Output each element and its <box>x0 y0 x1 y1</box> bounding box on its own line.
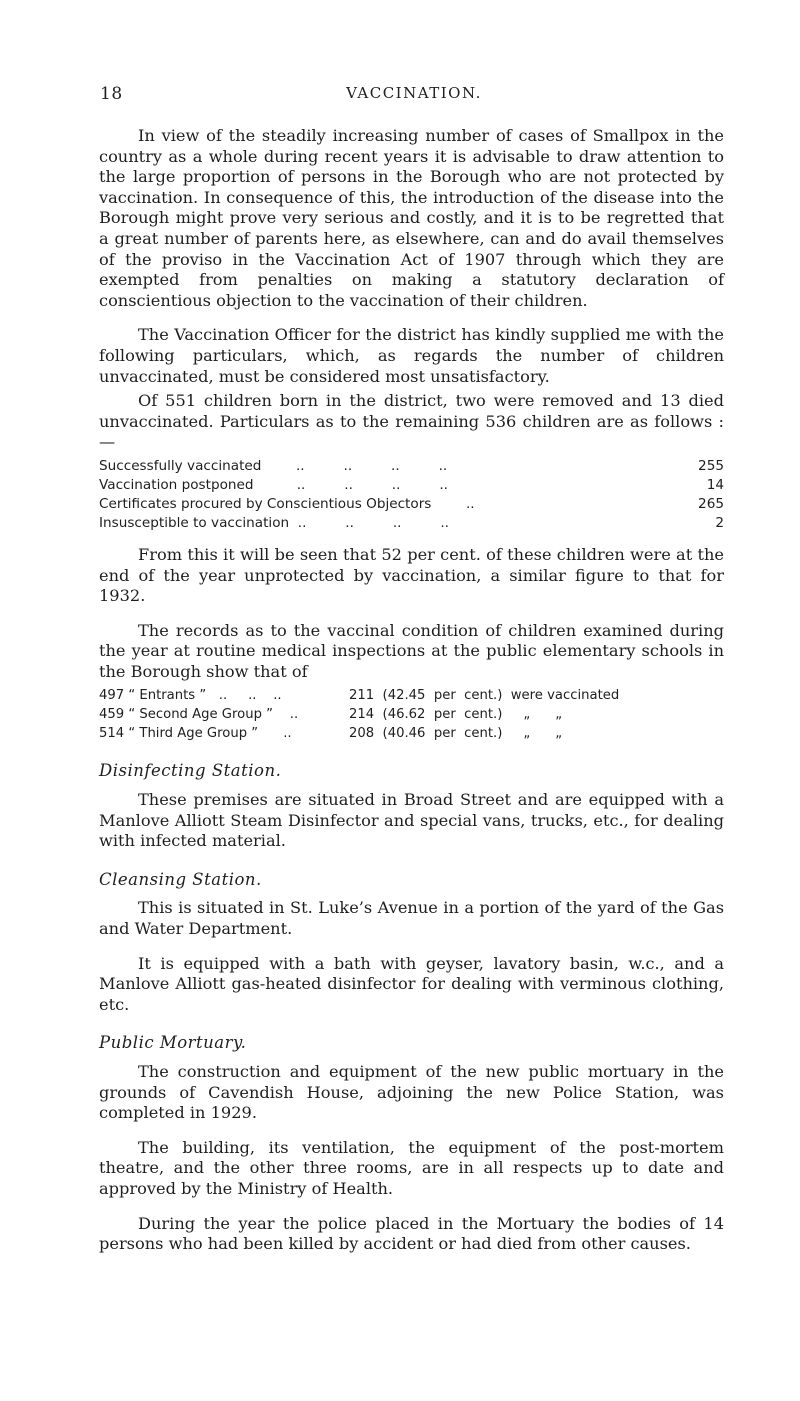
status-label: Vaccination postponed .. .. .. .. <box>99 476 448 493</box>
page-header <box>0 84 800 110</box>
school-inspection-table <box>99 686 724 743</box>
table-row <box>99 495 724 514</box>
school-stat: 214 (46.62 per cent.) „ „ <box>349 707 563 723</box>
paragraph-mortuary-3: During the year the police placed in the Mortuary the bodies of 14 persons who had been killed by accident or had died from other causes. <box>99 1213 724 1254</box>
paragraph-mortuary-1: The construction and equipment of the new public mortuary in the grounds of Cavendish House, adjoining the new Police Station, was completed in 1929. <box>99 1062 724 1123</box>
paragraph-mortuary-2: The building, its ventilation, the equipment of the post-mortem theatre, and the other three rooms, are in all respects up to date and approved by the Ministry of Health. <box>99 1137 724 1198</box>
status-label: Successfully vaccinated .. .. .. .. <box>99 457 448 474</box>
school-stat: 208 (40.46 per cent.) „ „ <box>349 726 563 742</box>
paragraph-smallpox: In view of the steadily increasing number of cases of Smallpox in the country as a whole during recent years it is advisable to draw attention to the large proportion of persons in the Borough who are not protected by vaccination. In consequence of this, the introduction of the disease into the Borough might prove very serious and costly, and it is to be regretted that a great number of parents here, as elsewhere, can and do avail themselves of the proviso in the Vaccination Act of 1907 through which they are exempted from penalties on making a statutory declaration of conscientious objection to the vaccination of their children. <box>99 126 724 310</box>
table-row <box>99 686 724 705</box>
school-stat: 211 (42.45 per cent.) were vaccinated <box>349 688 620 704</box>
running-title: VACCINATION. <box>346 84 482 102</box>
school-group: 459 “ Second Age Group ” .. <box>99 707 299 723</box>
paragraph-cleansing-1: This is situated in St. Luke’s Avenue in a portion of the yard of the Gas and Water Department. <box>99 898 724 939</box>
school-group: 514 “ Third Age Group ” .. <box>99 726 292 742</box>
status-value: 265 <box>698 495 724 512</box>
school-group: 497 “ Entrants ” .. .. .. <box>99 688 282 704</box>
heading-disinfecting-station: Disinfecting Station. <box>99 761 282 781</box>
paragraph-births: Of 551 children born in the district, two were removed and 13 died unvaccinated. Particulars as to the remaining 536 children are as follows : — <box>99 391 724 452</box>
paragraph-disinfecting: These premises are situated in Broad Street and are equipped with a Manlove Alliott Steam Disinfector and special vans, trucks, etc., for dealing with infected material. <box>99 790 724 851</box>
status-label: Certificates procured by Conscientious Objectors .. <box>99 495 475 512</box>
vaccination-status-table <box>99 457 724 533</box>
heading-cleansing-station: Cleansing Station. <box>99 869 262 889</box>
document-body <box>99 126 724 1269</box>
table-row <box>99 724 724 743</box>
table-row <box>99 476 724 495</box>
paragraph-percentage: From this it will be seen that 52 per cent. of these children were at the end of the year unprotected by vaccination, a similar figure to that for 1932. <box>99 544 724 606</box>
table-row <box>99 705 724 724</box>
status-value: 14 <box>706 476 724 493</box>
heading-public-mortuary: Public Mortuary. <box>99 1033 247 1053</box>
page-number: 18 <box>100 84 123 104</box>
table-row <box>99 457 724 476</box>
status-label: Insusceptible to vaccination .. .. .. .. <box>99 514 449 531</box>
paragraph-officer: The Vaccination Officer for the district has kindly supplied me with the following particulars, which, as regards the number of children unvaccinated, must be considered most unsatisfactory. <box>99 325 724 386</box>
table-row <box>99 514 724 533</box>
status-value: 2 <box>715 514 724 531</box>
status-value: 255 <box>698 457 724 474</box>
paragraph-cleansing-2: It is equipped with a bath with geyser, lavatory basin, w.c., and a Manlove Alliott gas-heated disinfector for dealing with verminous clothing, etc. <box>99 953 724 1014</box>
paragraph-records: The records as to the vaccinal condition of children examined during the year at routine medical inspections at the public elementary schools in the Borough show that of <box>99 620 724 681</box>
